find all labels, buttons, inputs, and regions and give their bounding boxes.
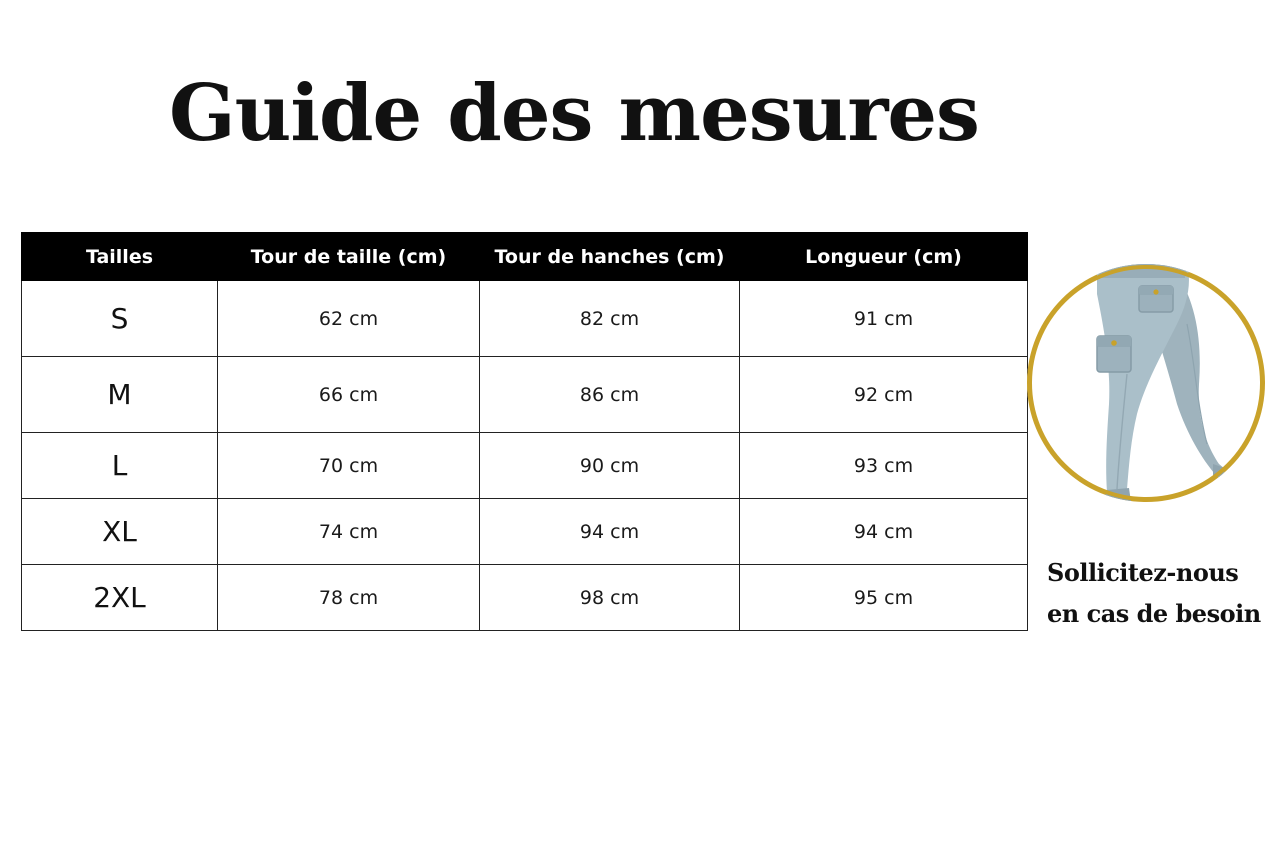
size-cell: 2XL	[22, 565, 218, 631]
header-tour-de-hanches: Tour de hanches (cm)	[480, 233, 740, 281]
header-tour-de-taille: Tour de taille (cm)	[218, 233, 480, 281]
size-cell: M	[22, 357, 218, 433]
waist-cell: 74 cm	[218, 499, 480, 565]
cargo-leggings-image	[1027, 264, 1265, 502]
length-cell: 92 cm	[740, 357, 1028, 433]
length-cell: 91 cm	[740, 281, 1028, 357]
length-cell: 94 cm	[740, 499, 1028, 565]
waist-cell: 78 cm	[218, 565, 480, 631]
size-cell: L	[22, 433, 218, 499]
waist-cell: 66 cm	[218, 357, 480, 433]
waist-cell: 70 cm	[218, 433, 480, 499]
product-image-badge	[1027, 264, 1265, 502]
table-row	[22, 433, 1028, 499]
waist-cell: 62 cm	[218, 281, 480, 357]
table-row	[22, 357, 1028, 433]
header-tailles: Tailles	[22, 233, 218, 281]
hips-cell: 82 cm	[480, 281, 740, 357]
hips-cell: 86 cm	[480, 357, 740, 433]
size-cell: XL	[22, 499, 218, 565]
table-header-row	[22, 233, 1028, 281]
table-row	[22, 281, 1028, 357]
length-cell: 93 cm	[740, 433, 1028, 499]
size-cell: S	[22, 281, 218, 357]
length-cell: 95 cm	[740, 565, 1028, 631]
header-longueur: Longueur (cm)	[740, 233, 1028, 281]
hips-cell: 94 cm	[480, 499, 740, 565]
help-message	[1047, 552, 1277, 634]
table-row	[22, 499, 1028, 565]
page-title: Guide des mesures	[169, 68, 979, 159]
help-line-2: en cas de besoin	[1047, 599, 1261, 628]
help-line-1: Sollicitez-nous	[1047, 558, 1239, 587]
table-row	[22, 565, 1028, 631]
size-chart-table	[21, 232, 1028, 631]
hips-cell: 90 cm	[480, 433, 740, 499]
hips-cell: 98 cm	[480, 565, 740, 631]
